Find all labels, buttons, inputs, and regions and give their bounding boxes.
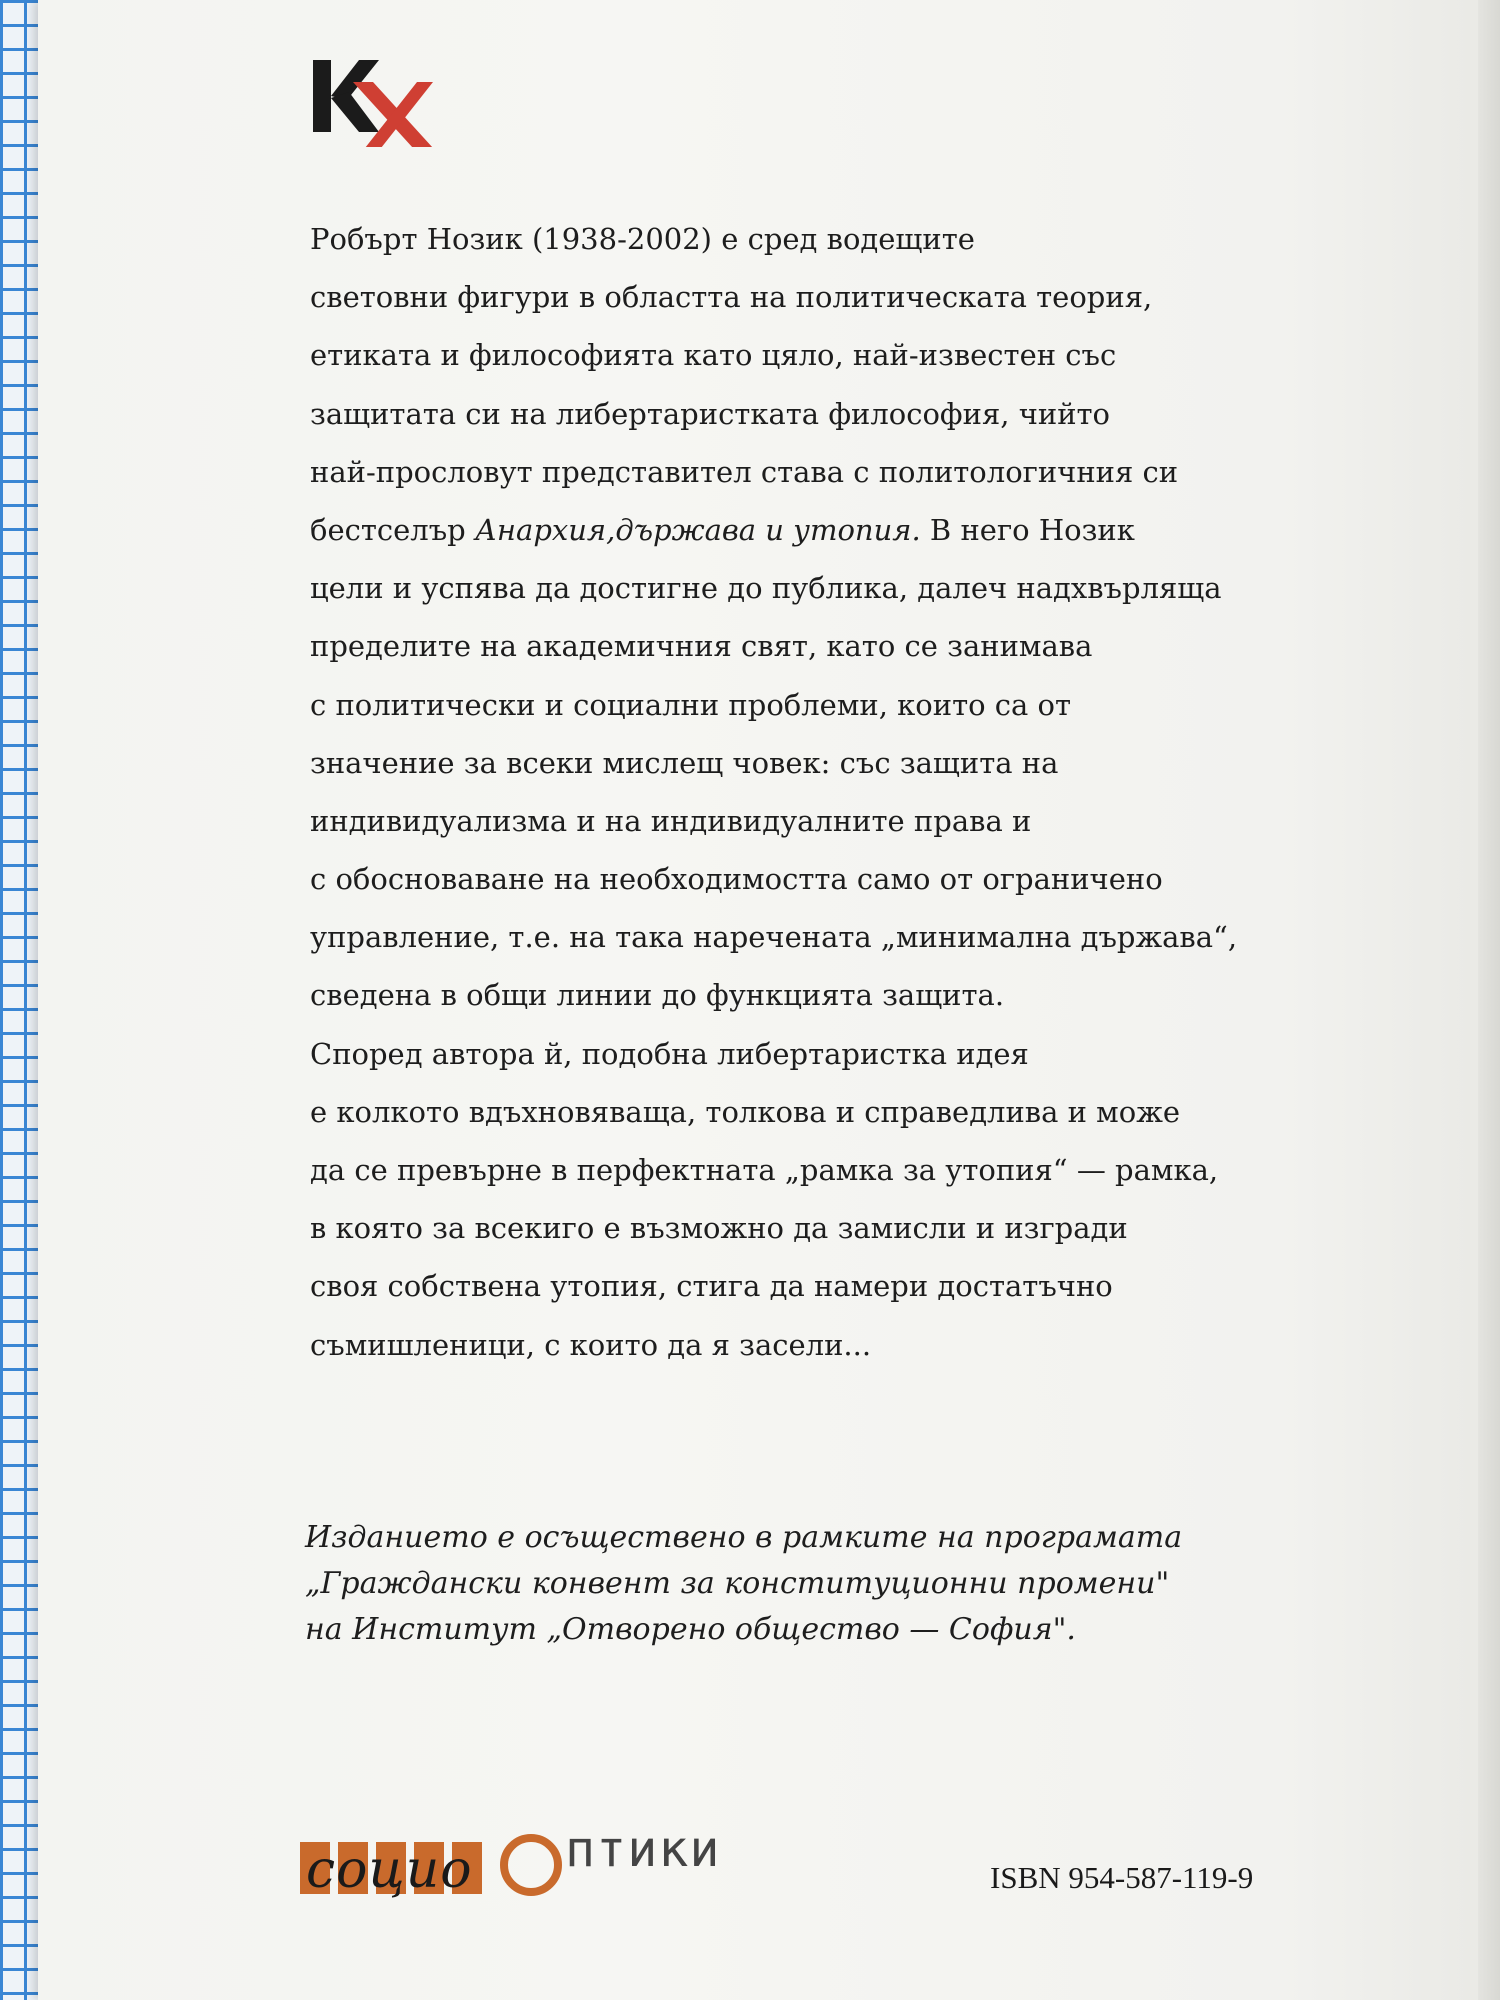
blurb-line: своя собствена утопия, стига да намери достатъчно — [310, 1269, 1113, 1304]
blurb-text: В него Нозик — [920, 512, 1135, 547]
blurb-line: най-прословут представител става с политологичния си — [310, 454, 1179, 489]
blurb-line: пределите на академичния свят, като се занимава — [310, 629, 1093, 664]
blurb-line: значение за всеки мислещ човек: със защита на — [310, 745, 1059, 780]
blurb-line: Робърт Нозик (1938-2002) е сред водещите — [310, 222, 975, 256]
blurb-line: индивидуализма и на индивидуалните права и — [310, 803, 1032, 838]
isbn-number: ISBN 954-587-119-9 — [990, 1860, 1254, 1895]
publisher-kx-logo — [305, 52, 435, 147]
sponsor-line: „Граждански конвент за конституционни промени" — [305, 1566, 1170, 1601]
blurb-line: управление, т.е. на така наречената „минимална държава“, — [310, 920, 1238, 955]
logo-ring — [500, 1834, 562, 1896]
cover-edge — [1478, 0, 1500, 2000]
blurb-line: сведена в общи линии до функцията защита. — [310, 978, 1005, 1013]
back-cover-blurb — [310, 210, 1350, 1374]
publisher-word-right: птики — [565, 1820, 721, 1878]
blurb-line: Според автора й, подобна либертаристка идея — [310, 1036, 1029, 1071]
book-title-italic: Анархия,държава и утопия. — [474, 512, 921, 547]
blurb-line — [310, 501, 1350, 559]
publisher-logo — [300, 1810, 780, 1910]
blurb-line: съмишленици, с които да я засели... — [310, 1327, 872, 1362]
blurb-line: с политически и социални проблеми, които са от — [310, 687, 1072, 722]
sponsor-line: Изданието е осъществено в рамките на програмата — [305, 1520, 1183, 1555]
blurb-line: в която за всекиго е възможно да замисли и изгради — [310, 1211, 1128, 1246]
blurb-line: с обосноваване на необходимостта само от ограничено — [310, 862, 1163, 897]
blurb-line: световни фигури в областта на политическата теория, — [310, 280, 1153, 315]
sponsor-line: на Институт „Отворено общество — София". — [305, 1612, 1076, 1647]
blurb-line: етиката и философията като цяло, най-известен със — [310, 338, 1117, 373]
publisher-word-left: социо — [306, 1840, 473, 1900]
sponsor-note — [305, 1515, 1305, 1653]
blurb-line: защитата си на либертаристката философия, чийто — [310, 396, 1111, 431]
blurb-text: бестселър — [310, 512, 475, 547]
blurb-line: е колкото вдъхновяваща, толкова и справедлива и може — [310, 1094, 1181, 1129]
blurb-line: цели и успява да достигне до публика, далеч надхвърляща — [310, 571, 1222, 606]
blurb-line: да се превърне в перфектната „рамка за утопия“ — рамка, — [310, 1153, 1219, 1187]
